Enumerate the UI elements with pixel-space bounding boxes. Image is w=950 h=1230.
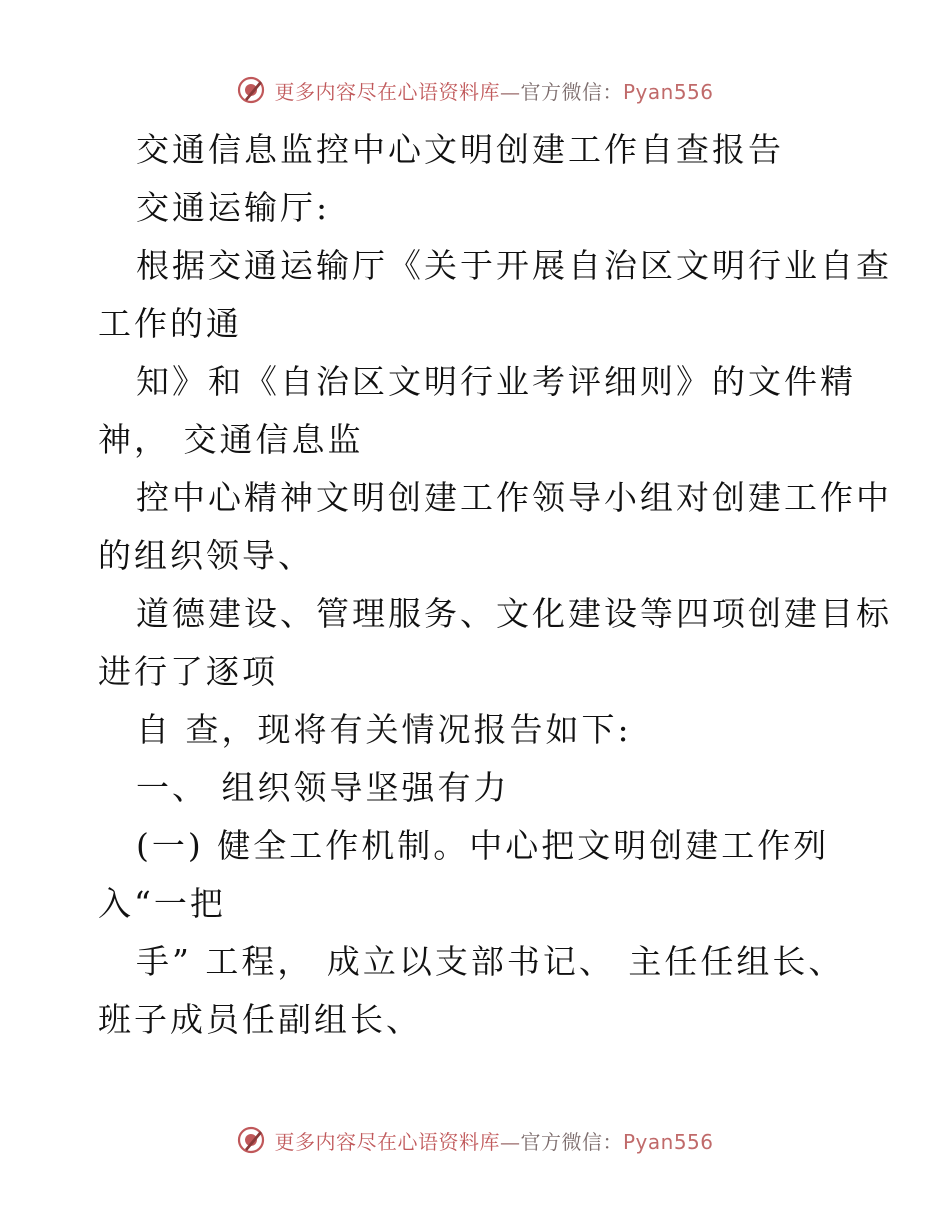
- paragraph-line: 进行了逐项: [98, 652, 278, 691]
- paragraph-line: 知》和《自治区文明行业考评细则》的文件精: [136, 362, 856, 401]
- paragraph-line: 道德建设、管理服务、文化建设等四项创建目标: [136, 594, 892, 633]
- paragraph-line: 的组织领导、: [98, 536, 314, 575]
- feather-pen-logo-icon: [236, 75, 266, 105]
- paragraph-line: 控中心精神文明创建工作领导小组对创建工作中: [136, 478, 892, 517]
- paragraph-line: 自 查，现将有关情况报告如下:: [136, 710, 632, 749]
- paragraph-line: 神， 交通信息监: [98, 420, 364, 459]
- paragraph-line: (一) 健全工作机制。中心把文明创建工作列: [136, 826, 830, 865]
- feather-pen-logo-icon: [236, 1125, 266, 1155]
- paragraph-line: 手” 工程， 成立以支部书记、 主任任组长、: [136, 942, 845, 981]
- section-heading: 一、 组织领导坚强有力: [136, 768, 510, 807]
- paragraph-line: 入“一把: [98, 884, 226, 923]
- document-title: 交通信息监控中心文明创建工作自查报告: [136, 130, 784, 169]
- watermark-text: 更多内容尽在心语资料库—官方微信：Pyan556: [274, 1129, 714, 1154]
- addressee: 交通运输厅:: [136, 188, 331, 227]
- watermark-footer: [0, 1120, 950, 1160]
- paragraph-line: 工作的通: [98, 304, 242, 343]
- paragraph-line: 班子成员任副组长、: [98, 1000, 422, 1039]
- paragraph-line: 根据交通运输厅《关于开展自治区文明行业自查: [136, 246, 892, 285]
- watermark-header: [0, 70, 950, 110]
- watermark-text: 更多内容尽在心语资料库—官方微信：Pyan556: [274, 79, 714, 104]
